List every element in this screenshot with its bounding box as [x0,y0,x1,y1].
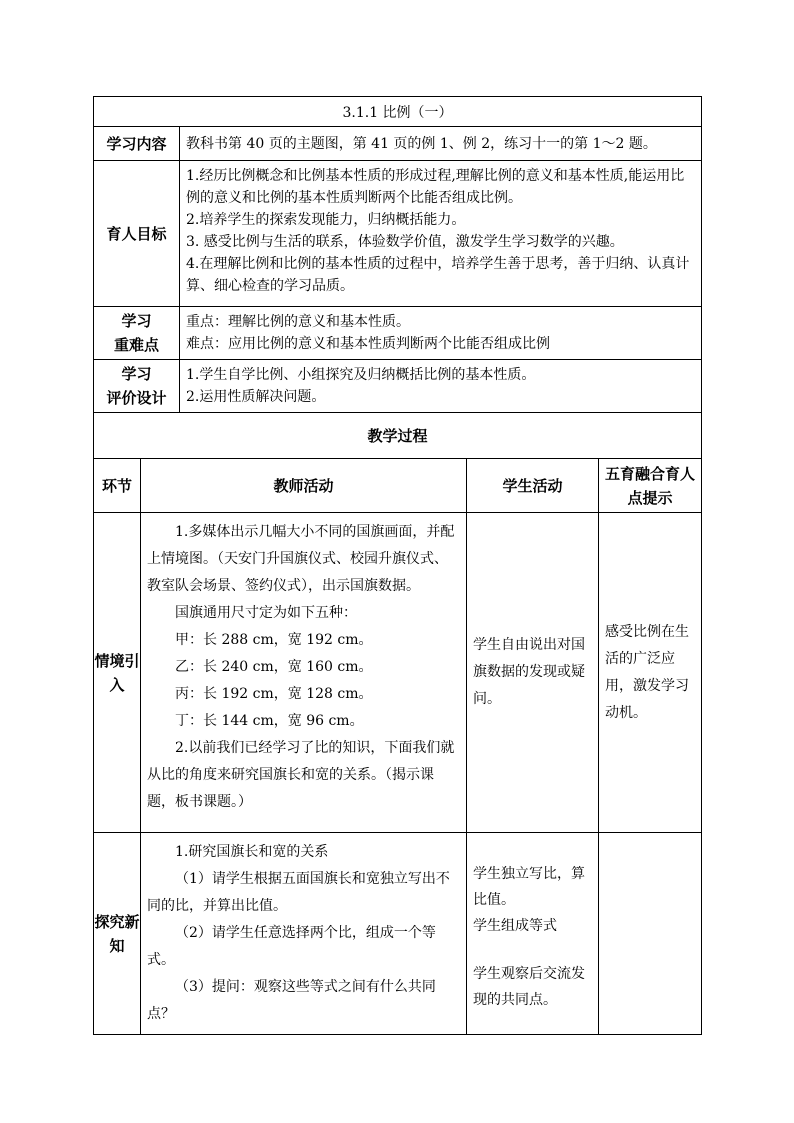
explore-row [94,833,702,1035]
teacher-paragraph: 1.多媒体出示几幅大小不同的国旗画面，并配上情境图。（天安门升国旗仪式、校园升旗仪式、教室队会场景、签约仪式），出示国旗数据。 [147,524,455,594]
goal-item: 3. 感受比例与生活的联系，体验数学价值，激发学生学习数学的兴趣。 [186,234,624,250]
explore-tip [599,833,702,1035]
intro-stage: 情境引入 [94,513,141,833]
key-label-line: 学习 [121,312,152,330]
teacher-paragraph: 国旗通用尺寸定为如下五种： [175,605,357,621]
key-item: 重点：理解比例的意义和基本性质。 [186,314,410,330]
key-label-line: 重难点 [113,336,159,354]
process-heading: 教学过程 [94,413,702,459]
process-header-row [94,459,702,513]
teacher-paragraph: （2）请学生任意选择两个比，组成一个等式。 [147,925,436,968]
goal-item: 2.培养学生的探索发现能力，归纳概括能力。 [186,212,466,228]
key-row [94,307,702,360]
teacher-paragraph: 丁：长 144 cm，宽 96 cm。 [175,713,364,729]
header-student: 学生活动 [467,459,599,513]
eval-label-line: 学习 [121,365,152,383]
key-item: 难点：应用比例的意义和基本性质判断两个比能否组成比例 [186,336,550,352]
eval-label [94,360,180,413]
eval-item: 2.运用性质解决问题。 [186,389,326,405]
goals-row [94,161,702,307]
goals-label: 育人目标 [94,161,180,307]
key-text [180,307,702,360]
eval-label-line: 评价设计 [106,389,167,407]
content-text: 教科书第 40 页的主题图，第 41 页的例 1、例 2，练习十一的第 1～2 题。 [180,127,702,161]
teacher-paragraph: 1.研究国旗长和宽的关系 [175,844,329,860]
teacher-paragraph: （1）请学生根据五面国旗长和宽独立写出不同的比，并算出比值。 [147,871,450,914]
eval-item: 1.学生自学比例、小组探究及归纳概括比例的基本性质。 [186,367,536,383]
student-line: 学生观察后交流发现的共同点。 [473,966,585,1008]
goal-item: 4.在理解比例和比例的基本性质的过程中，培养学生善于思考，善于归纳、认真计算、细心检查的学习品质。 [186,256,690,294]
content-row [94,127,702,161]
title-row [94,97,702,127]
teacher-paragraph: 2.以前我们已经学习了比的知识，下面我们就从比的角度来研究国旗长和宽的关系。（揭示课题，板书课题。） [147,740,455,810]
explore-stage: 探究新知 [94,833,141,1035]
eval-text [180,360,702,413]
teacher-paragraph: （3）提问：观察这些等式之间有什么共同点？ [147,979,436,1022]
goals-text [180,161,702,307]
process-heading-row [94,413,702,459]
intro-tip: 感受比例在生活的广泛应用，激发学习动机。 [599,513,702,833]
header-tip: 五育融合育人点提示 [599,459,702,513]
intro-student: 学生自由说出对国旗数据的发现或疑问。 [467,513,599,833]
goal-item: 1.经历比例概念和比例基本性质的形成过程,理解比例的意义和基本性质,能运用比例的意义和比例的基本性质判断两个比能否组成比例。 [186,168,685,206]
explore-student [467,833,599,1035]
eval-row [94,360,702,413]
teacher-paragraph: 甲：长 288 cm，宽 192 cm。 [175,632,373,648]
spacer [473,939,592,961]
teacher-paragraph: 乙：长 240 cm，宽 160 cm。 [175,659,373,675]
key-label [94,307,180,360]
intro-teacher [141,513,467,833]
lesson-plan-table [93,96,702,1035]
student-line: 学生独立写比，算比值。 [473,866,585,908]
content-label: 学习内容 [94,127,180,161]
lesson-title: 3.1.1 比例（一） [94,97,702,127]
header-stage: 环节 [94,459,141,513]
student-line: 学生组成等式 [473,918,557,934]
intro-row [94,513,702,833]
explore-teacher [141,833,467,1035]
header-teacher: 教师活动 [141,459,467,513]
teacher-paragraph: 丙：长 192 cm，宽 128 cm。 [175,686,373,702]
